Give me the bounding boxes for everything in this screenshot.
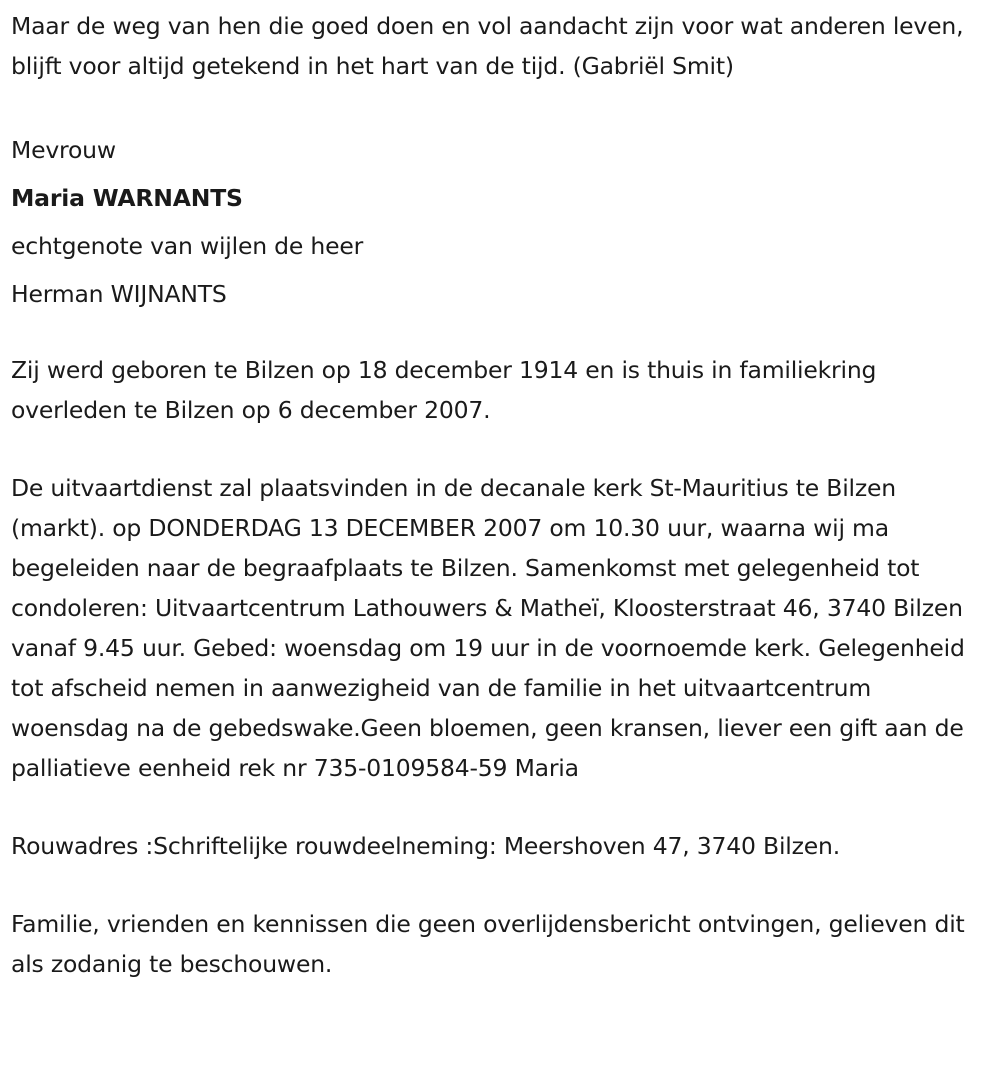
service-paragraph: De uitvaartdienst zal plaatsvinden in de decanale kerk St-Mauritius te Bilzen (markt). op DONDERDAG 13 DECEMBER 2007 om 10.30 uur, waarna wij ma begeleiden naar de begraafplaats te Bilzen. Samenkomst met gelegenheid tot condoleren: Uitvaartcentrum Lathouwers & Matheï, Kloosterstraat 46, 3740 Bilzen vanaf 9.45 uur. Gebed: woensdag om 19 uur in de voornoemde kerk. Gelegenheid tot afscheid nemen in aanwezigheid van de familie in het uitvaartcentrum woensdag na de gebedswake.Geen bloemen, geen kransen, liever een gift aan de palliatieve eenheid rek nr 735-0109584-59 Maria [11, 474, 965, 782]
address-paragraph: Rouwadres :Schriftelijke rouwdeelneming: Meershoven 47, 3740 Bilzen. [11, 832, 840, 860]
spouse-name: Herman WIJNANTS [11, 280, 227, 308]
obituary-document [11, 6, 996, 984]
opening-quote: Maar de weg van hen die goed doen en vol aandacht zijn voor wat anderen leven, blijft voor altijd getekend in het hart van de tijd. (Gabriël Smit) [11, 12, 964, 80]
closing-paragraph: Familie, vrienden en kennissen die geen overlijdensbericht ontvingen, gelieven dit als zodanig te beschouwen. [11, 910, 965, 978]
deceased-block [11, 126, 996, 318]
deceased-title: Mevrouw [11, 136, 116, 164]
relation-text: echtgenote van wijlen de heer [11, 232, 364, 260]
birth-death-paragraph: Zij werd geboren te Bilzen op 18 december 1914 en is thuis in familiekring overleden te Bilzen op 6 december 2007. [11, 356, 877, 424]
deceased-name: Maria WARNANTS [11, 184, 243, 212]
